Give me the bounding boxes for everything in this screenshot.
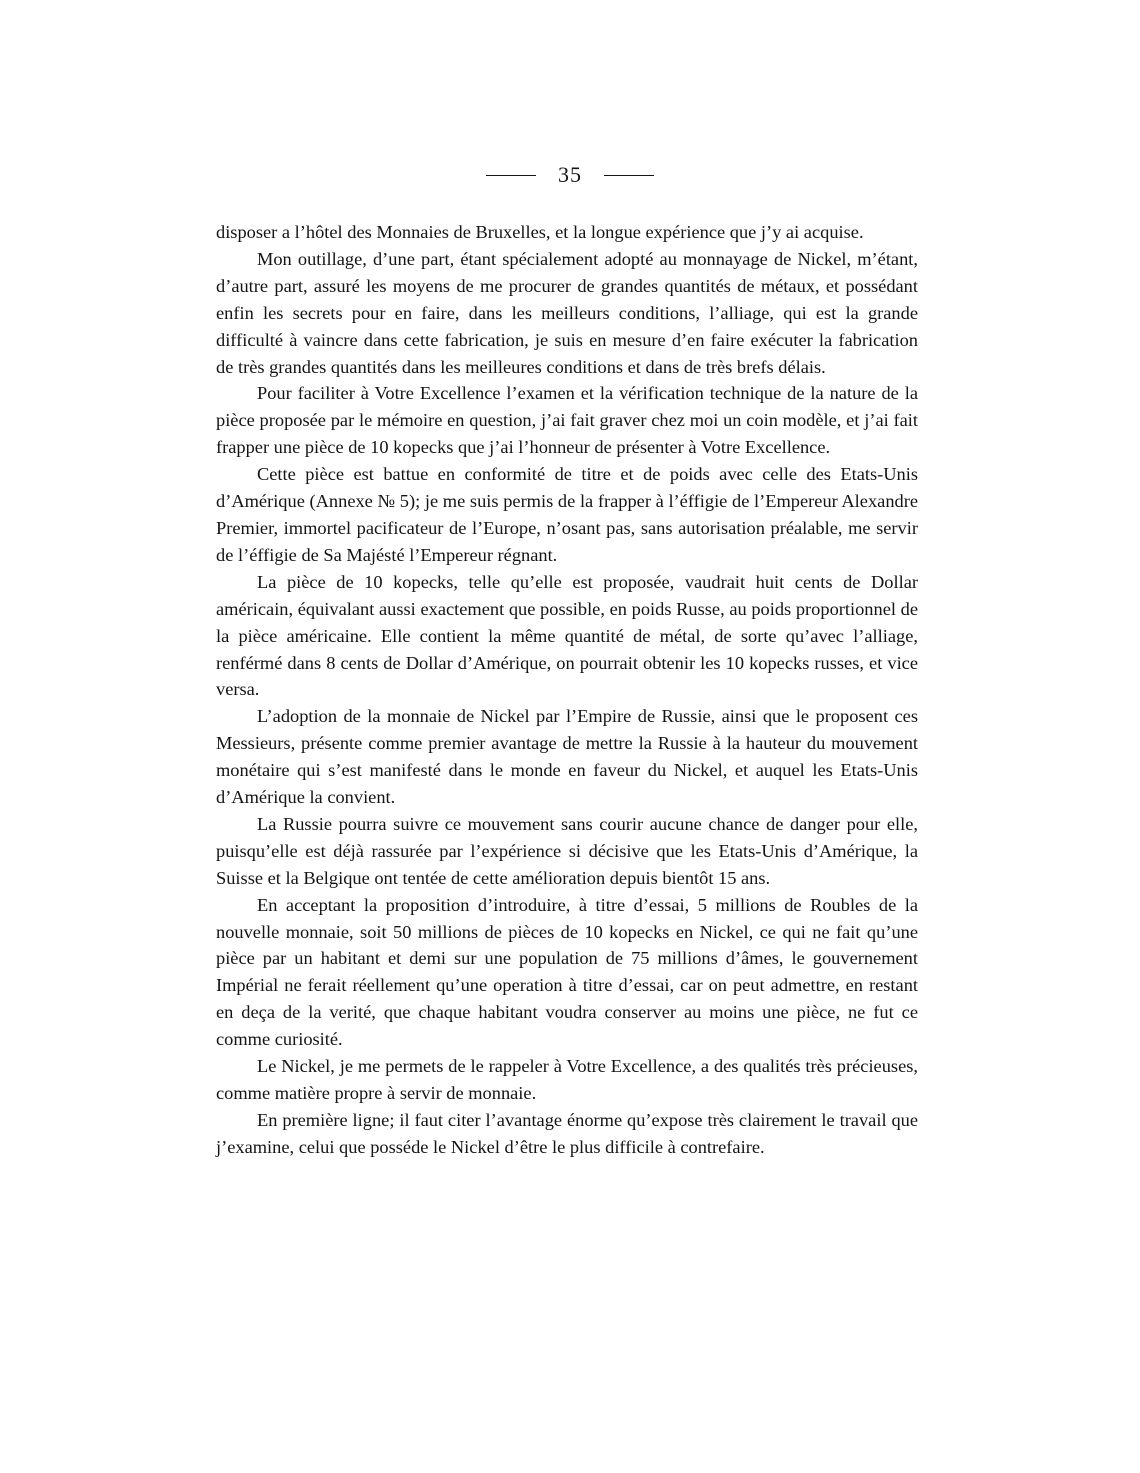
paragraph: La pièce de 10 kopecks, telle qu’elle est proposée, vaudrait huit cents de Dollar américain, équivalant aussi exactement que possible, en poids Russe, au poids proportionnel de la pièce américaine. Elle contient la même quantité de métal, de sorte qu’avec l’alliage, renférmé dans 8 cents de Dollar d’Amérique, on pourrait obtenir les 10 kopecks russes, et vice versa. — [216, 571, 918, 700]
body-text — [216, 219, 918, 1161]
paragraph-continuation: disposer a l’hôtel des Monnaies de Bruxelles, et la longue expérience que j’y ai acquise. — [216, 222, 864, 242]
paragraph: En acceptant la proposition d’introduire, à titre d’essai, 5 millions de Roubles de la nouvelle monnaie, soit 50 millions de pièces de 10 kopecks en Nickel, ce qui ne fait qu’une pièce par un habitant et demi sur une population de 75 millions d’âmes, le gouvernement Impérial ne ferait réellement qu’une operation à titre d’essai, car on peut admettre, en restant en deça de la verité, que chaque habitant voudra conserver au moins une pièce, ne fut ce comme curiosité. — [216, 894, 918, 1050]
paragraph: Cette pièce est battue en conformité de titre et de poids avec celle des Etats-Unis d’Amérique (Annexe № 5); je me suis permis de la frapper à l’éffigie de l’Empereur Alexandre Premier, immortel pacificateur de l’Europe, n’osant pas, sans autorisation préalable, me servir de l’éffigie de Sa Majésté l’Empereur régnant. — [216, 464, 918, 565]
paragraph: Pour faciliter à Votre Excellence l’examen et la vérification technique de la nature de la pièce proposée par le mémoire en question, j’ai fait graver chez moi un coin modèle, et j’ai fait frapper une pièce de 10 kopecks que j’ai l’honneur de présenter à Votre Excellence. — [216, 383, 918, 458]
paragraph: La Russie pourra suivre ce mouvement sans courir aucune chance de danger pour elle, puisqu’elle est déjà rassurée par l’expérience si décisive que les Etats-Unis d’Amérique, la Suisse et la Belgique ont tentée de cette amélioration depuis bientôt 15 ans. — [216, 813, 918, 888]
page-number: 35 — [558, 162, 582, 187]
header-rule-right — [604, 175, 654, 176]
page-header — [0, 158, 1140, 192]
header-rule-left — [486, 175, 536, 176]
paragraph: L’adoption de la monnaie de Nickel par l’Empire de Russie, ainsi que le proposent ces Messieurs, présente comme premier avantage de mettre la Russie à la hauteur du mouvement monétaire qui s’est manifesté dans le monde en faveur du Nickel, et auquel les Etats-Unis d’Amérique la convient. — [216, 706, 918, 808]
paragraph: En première ligne; il faut citer l’avantage énorme qu’expose très clairement le travail que j’examine, celui que posséde le Nickel d’être le plus difficile à contrefaire. — [216, 1109, 918, 1157]
paragraph: Le Nickel, je me permets de le rappeler à Votre Excellence, a des qualités très précieuses, comme matière propre à servir de monnaie. — [216, 1056, 918, 1103]
paragraph: Mon outillage, d’une part, étant spécialement adopté au monnayage de Nickel, m’étant, d’autre part, assuré les moyens de me procurer de grandes quantités de métaux, et possédant enfin les secrets pour en faire, dans les meilleurs conditions, l’alliage, qui est la grande difficulté à vaincre dans cette fabrication, je suis en mesure d’en faire exécuter la fabrication de très grandes quantités dans les meilleures conditions et dans de très brefs délais. — [216, 248, 918, 377]
